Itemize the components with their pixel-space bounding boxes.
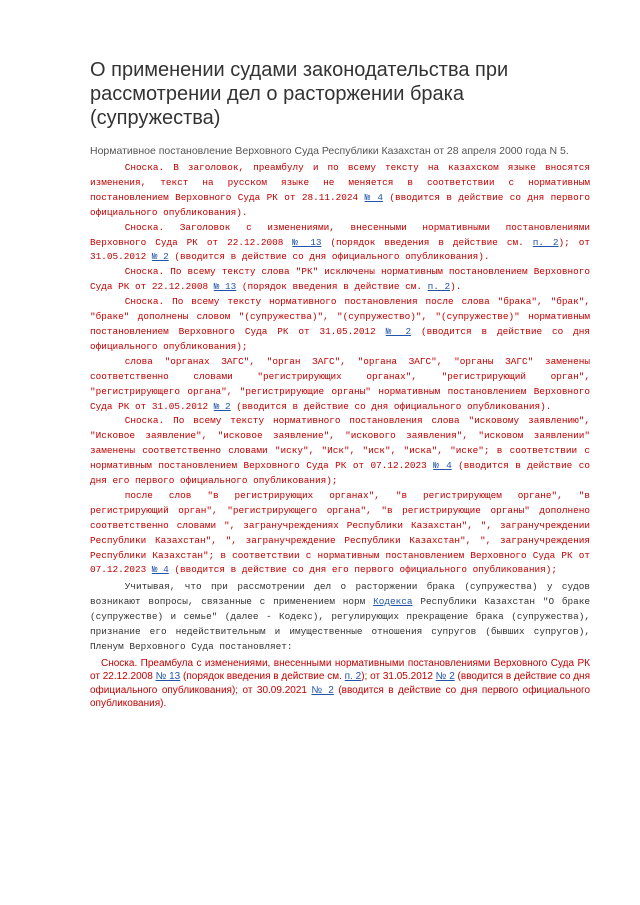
- page-title: О применении судами законодательства при рассмотрении дел о расторжении брака (супружества): [90, 59, 509, 129]
- amendment-note-3: Сноска. По всему тексту слова "РК" исключены нормативным постановлением Верховного Суда РК от 22.12.2008 № 13 (порядок введения в действие см. п. 2).: [90, 266, 590, 293]
- amendment-link[interactable]: № 2: [213, 400, 231, 412]
- amendment-link[interactable]: № 2: [151, 251, 169, 263]
- document: [90, 58, 590, 711]
- amendment-link[interactable]: № 2: [435, 671, 455, 683]
- document-subtitle: Нормативное постановление Верховного Суда Республики Казахстан от 28 апреля 2000 года N 5.: [90, 145, 569, 157]
- paragraph-link[interactable]: п. 2: [532, 236, 559, 248]
- amendment-note-2: Сноска. Заголовок с изменениями, внесенными нормативными постановлениями Верховного Суда РК от 22.12.2008 № 13 (порядок введения в действие см. п. 2); от 31.05.2012 № 2 (вводится в действие со дня официального опубликования).: [90, 221, 591, 263]
- amendment-link[interactable]: № 13: [292, 236, 322, 248]
- amendment-link[interactable]: № 2: [311, 684, 334, 696]
- amendment-link[interactable]: № 13: [155, 671, 181, 683]
- amendment-note-6: Сноска. По всему тексту нормативного постановления слова "исковому заявлению", "Исковое заявление", "исковое заявление", "искового заявления", "исковом заявлении" заменены соответственно словами "иску", "Иск", "иск", "иска", "иске"; в соответствии с нормативным постановлением Верховного Суда РК от 07.12.2023 № 4 (вводится в действие со дня его первого официального опубликования);: [90, 415, 590, 487]
- amendment-note-5: слова "органах ЗАГС", "орган ЗАГС", "органа ЗАГС", "органы ЗАГС" заменены соответственно словами "регистрирующих органах", "регистрирующий орган", "регистрирующего органа", "регистрирующие органы" нормативным постановлением Верховного Суда РК от 31.05.2012 № 2 (вводится в действие со дня официального опубликования).: [90, 355, 590, 412]
- amendment-link[interactable]: № 4: [364, 191, 383, 203]
- amendment-note-1: Сноска. В заголовок, преамбулу и по всему тексту на казахском языке вносятся изменения, текст на русском языке не меняется в соответствии с нормативным постановлением Верховного Суда РК от 28.11.2024 № 4 (вводится в действие со дня первого официального опубликования).: [90, 162, 590, 218]
- code-link[interactable]: Кодекса: [373, 596, 413, 608]
- amendment-note-4: Сноска. По всему тексту нормативного постановления после слова "брака", "брак", "браке" дополнены словом "(супружества)", "(супружество)", "(супружестве)" нормативным постановлением Верховного Суда РК от 31.05.2012 № 2 (вводится в действие со дня официального опубликования);: [90, 296, 590, 352]
- paragraph-link[interactable]: п. 2: [427, 281, 451, 293]
- amendment-link[interactable]: № 4: [433, 460, 452, 472]
- preamble-footnote: Сноска. Преамбула с изменениями, внесенными нормативными постановлениями Верховного Суда РК от 22.12.2008 № 13 (порядок введения в действие см. п. 2); от 31.05.2012 № 2 (вводится в действие со дня официального опубликования); от 30.09.2021 № 2 (вводится в действие со дня первого официального опубликования).: [90, 657, 591, 710]
- paragraph-link[interactable]: п. 2: [344, 671, 362, 683]
- amendment-link[interactable]: № 4: [151, 564, 169, 576]
- amendment-note-7: после слов "в регистрирующих органах", "в регистрирующем органе", "в регистрирующий орган", "регистрирующего органа", "в регистрирующие органы" дополнено соответственно словами ", загранучреждениях Республики Казахстан", ", загранучреждении Республики Казахстан", ", загранучреждение Республики Казахстан", ", загранучреждения Республики Казахстан"; в соответствии с нормативным постановлением Верховного Суда РК от 07.12.2023 № 4 (вводится в действие со дня его первого официального опубликования);: [90, 489, 590, 576]
- amendment-link[interactable]: № 13: [213, 281, 237, 293]
- preamble-paragraph: Учитывая, что при рассмотрении дел о расторжении брака (супружества) у судов возникают вопросы, связанные с применением норм Кодекса Республики Казахстан "О браке (супружестве) и семье" (далее - Кодекс), регулирующих прекращение брака (супружества), признание его недействительным и имущественные отношения супругов (бывших супругов), Пленум Верховного Суда постановляет:: [90, 581, 591, 652]
- amendment-link[interactable]: № 2: [385, 325, 412, 337]
